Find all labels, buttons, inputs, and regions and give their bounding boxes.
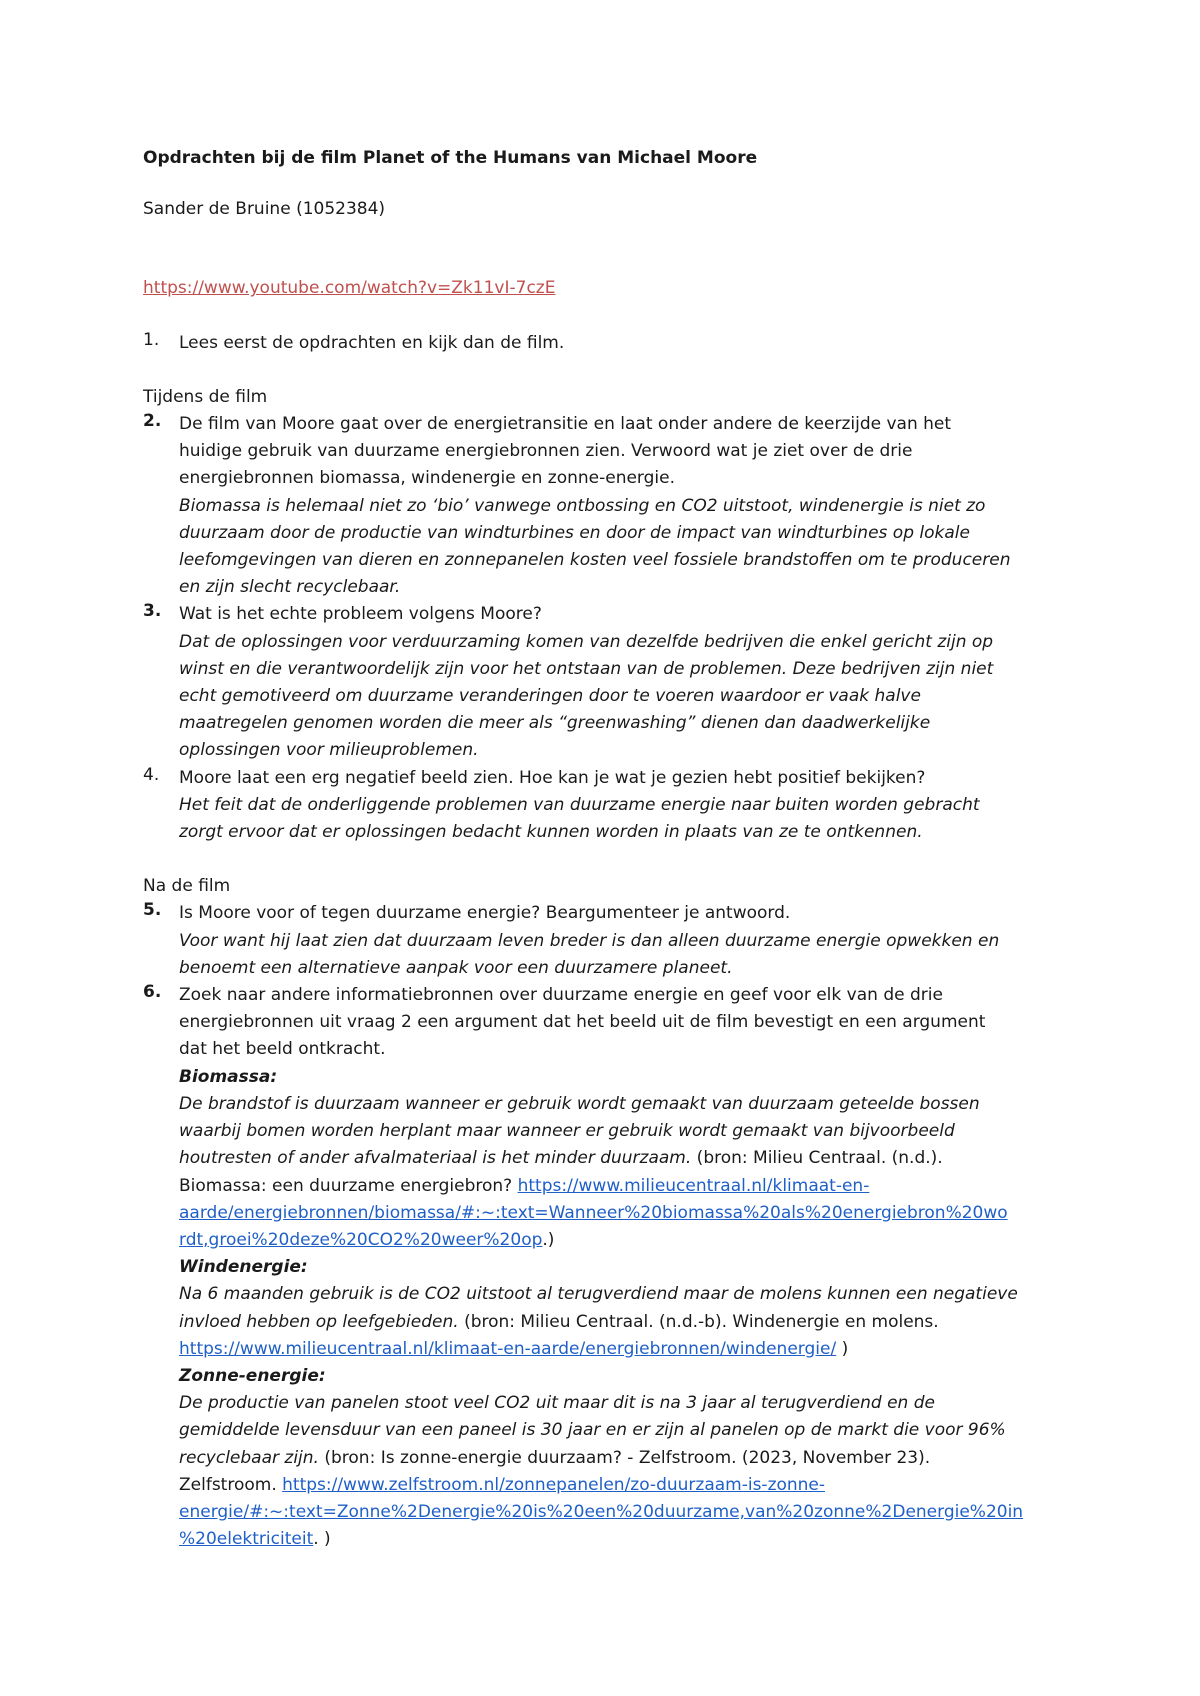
answer-text: houtresten of ander afvalmateriaal is het minder duurzaam. — [179, 1148, 692, 1169]
answer-text: oplossingen voor milieuproblemen. — [179, 740, 479, 761]
question-text: Zoek naar andere informatiebronnen over duurzame energie en geef voor elk van de drie — [179, 985, 943, 1006]
source-text: . ) — [313, 1529, 331, 1550]
answer-text: recyclebaar zijn. — [179, 1447, 319, 1468]
source-line — [179, 1336, 1063, 1363]
subheading-biomassa: Biomassa: — [179, 1066, 278, 1087]
biomassa-source-link[interactable]: https://www.milieucentraal.nl/klimaat-en- — [517, 1175, 870, 1196]
answer-text: duurzaam door de productie van windturbines en door de impact van windturbines op lokale — [179, 522, 970, 543]
author: Sander de Bruine (1052384) — [143, 199, 386, 220]
question-4 — [143, 765, 1063, 847]
source-text: ) — [836, 1338, 849, 1359]
zonne-energie-source-link[interactable]: %20elektriciteit — [179, 1529, 314, 1550]
source-line — [179, 1227, 1063, 1254]
answer-text: De brandstof is duurzaam wanneer er gebruik wordt gemaakt van duurzaam geteelde bossen — [179, 1093, 980, 1114]
zonne-energie-source-link[interactable]: energie/#:~:text=Zonne%2Denergie%20is%20een%20duurzame,van%20zonne%2Denergie%20in — [179, 1501, 1024, 1522]
document-title: Opdrachten bij de film Planet of the Humans van Michael Moore — [143, 148, 758, 168]
answer-text: en zijn slecht recyclebaar. — [179, 577, 401, 598]
source-line — [179, 1173, 1063, 1200]
source-text: Biomassa: een duurzame energiebron? — [179, 1175, 518, 1196]
source-text: .) — [542, 1229, 555, 1250]
question-text: energiebronnen uit vraag 2 een argument dat het beeld uit de film bevestigt en een argument — [179, 1012, 986, 1033]
source-line — [179, 1526, 1063, 1553]
biomassa-source-link[interactable]: rdt,groei%20deze%20CO2%20weer%20op — [179, 1229, 543, 1250]
question-text: Wat is het echte probleem volgens Moore? — [179, 604, 542, 625]
source-text: (bron: Milieu Centraal. (n.d.-b). Windenergie en molens. — [458, 1311, 939, 1332]
question-number: 1. — [143, 329, 160, 350]
answer-text: Voor want hij laat zien dat duurzaam leven breder is dan alleen duurzame energie opwekken en — [179, 930, 1000, 951]
question-text: Moore laat een erg negatief beeld zien. Hoe kan je wat je gezien hebt positief bekijken? — [179, 767, 926, 788]
answer-source-line — [179, 1145, 1063, 1172]
source-line — [179, 1472, 1063, 1499]
source-text: (bron: Milieu Centraal. (n.d.). — [691, 1148, 943, 1169]
answer-source-line — [179, 1445, 1063, 1472]
answer-text: Na 6 maanden gebruik is de CO2 uitstoot al terugverdiend maar de molens kunnen een negatieve — [179, 1284, 1018, 1305]
question-text: huidige gebruik van duurzame energiebronnen zien. Verwoord wat je ziet over de drie — [179, 441, 913, 462]
question-text: Lees eerst de opdrachten en kijk dan de film. — [179, 332, 565, 353]
source-line — [179, 1499, 1063, 1526]
question-5 — [143, 900, 1063, 982]
windenergie-source-link[interactable]: https://www.milieucentraal.nl/klimaat-en-aarde/energiebronnen/windenergie/ — [179, 1338, 837, 1359]
answer-text: winst en die verantwoordelijk zijn voor het ontstaan van de problemen. Deze bedrijven zijn niet — [179, 658, 994, 679]
answer-text: gemiddelde levensduur van een paneel is 30 jaar en er zijn al panelen op de markt die voor 96% — [179, 1420, 1006, 1441]
subheading-windenergie: Windenergie: — [179, 1257, 308, 1278]
subheading-zonne-energie: Zonne-energie: — [179, 1365, 326, 1386]
section-heading-after: Na de film — [143, 876, 231, 897]
answer-text: De productie van panelen stoot veel CO2 uit maar dit is na 3 jaar al terugverdiend en de — [179, 1393, 935, 1414]
answer-text: Dat de oplossingen voor verduurzaming komen van dezelfde bedrijven die enkel gericht zijn op — [179, 631, 994, 652]
question-text: Is Moore voor of tegen duurzame energie? Beargumenteer je antwoord. — [179, 903, 791, 924]
answer-text: maatregelen genomen worden die meer als “greenwashing” dienen dan daadwerkelijke — [179, 713, 931, 734]
question-number: 2. — [143, 411, 162, 432]
question-number: 3. — [143, 601, 162, 622]
question-3 — [143, 601, 1063, 764]
biomassa-source-link[interactable]: aarde/energiebronnen/biomassa/#:~:text=Wanneer%20biomassa%20als%20energiebron%20wo — [179, 1202, 1008, 1223]
answer-text: invloed hebben op leefgebieden. — [179, 1311, 459, 1332]
question-number: 4. — [143, 764, 160, 785]
answer-text: leefomgevingen van dieren en zonnepanelen kosten veel fossiele brandstoffen om te produceren — [179, 550, 1011, 571]
video-link[interactable]: https://www.youtube.com/watch?v=Zk11vI-7czE — [143, 278, 556, 299]
section-heading-during: Tijdens de film — [143, 386, 268, 407]
question-2 — [143, 411, 1063, 601]
answer-text: zorgt ervoor dat er oplossingen bedacht kunnen worden in plaats van ze te ontkennen. — [179, 822, 923, 843]
source-text: Zelfstroom. — [179, 1474, 283, 1495]
video-link-line — [143, 275, 1063, 302]
answer-text: benoemt een alternatieve aanpak voor een duurzamere planeet. — [179, 957, 733, 978]
question-number: 5. — [143, 900, 162, 921]
question-1 — [143, 330, 1063, 357]
question-6 — [143, 982, 1063, 1553]
answer-source-line — [179, 1309, 1063, 1336]
answer-text: echt gemotiveerd om duurzame veranderingen door te voeren waardoor er vaak halve — [179, 686, 921, 707]
answer-text: waarbij bomen worden herplant maar wanneer er gebruik wordt gemaakt van bijvoorbeeld — [179, 1121, 955, 1142]
question-text: energiebronnen biomassa, windenergie en zonne-energie. — [179, 468, 675, 489]
question-text: dat het beeld ontkracht. — [179, 1039, 386, 1060]
question-text: De film van Moore gaat over de energietransitie en laat onder andere de keerzijde van het — [179, 414, 952, 435]
document-content — [143, 145, 1063, 1553]
source-text: (bron: Is zonne-energie duurzaam? - Zelfstroom. (2023, November 23). — [318, 1447, 931, 1468]
question-number: 6. — [143, 982, 162, 1003]
answer-text: Het feit dat de onderliggende problemen van duurzame energie naar buiten worden gebracht — [179, 794, 980, 815]
zonne-energie-source-link[interactable]: https://www.zelfstroom.nl/zonnepanelen/zo-duurzaam-is-zonne- — [282, 1474, 826, 1495]
answer-text: Biomassa is helemaal niet zo ‘bio’ vanwege ontbossing en CO2 uitstoot, windenergie is niet zo — [179, 495, 986, 516]
source-line — [179, 1200, 1063, 1227]
